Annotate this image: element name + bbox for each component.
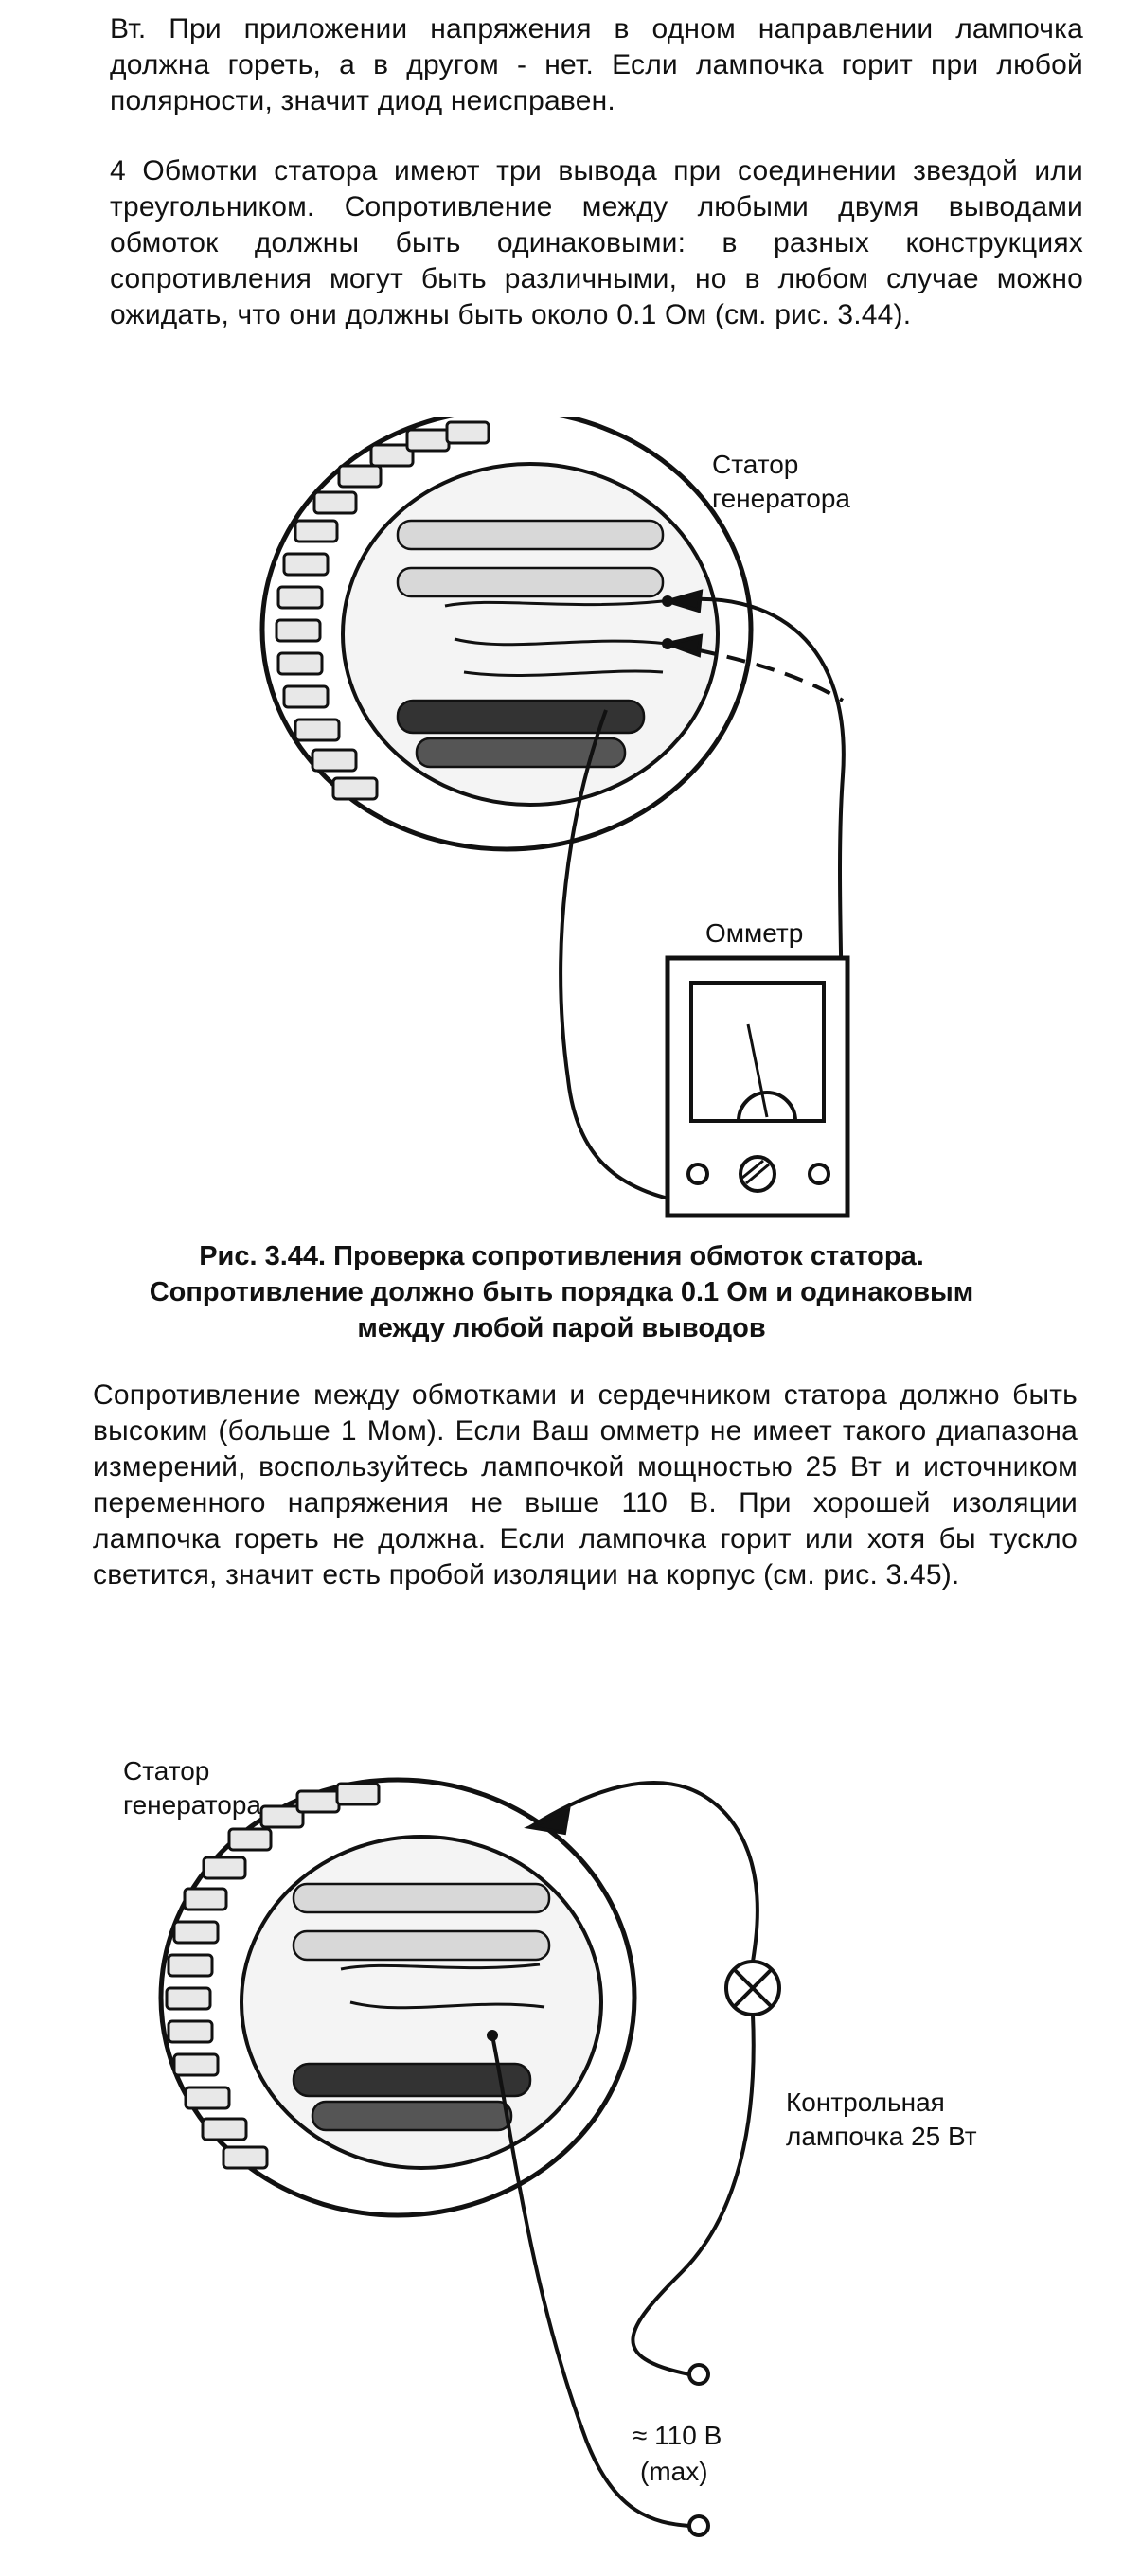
control-lamp-icon (726, 1962, 779, 2015)
paragraph-stator-windings: 4 Обмотки статора имеют три вывода при соединении звездой или треугольником. Сопротивление между любыми двумя выводами обмоток должны быть одинаковыми: в разных конструкциях сопротивления могут быть различными, но в любом случае можно ожидать, что они должны быть около 0.1 Ом (см. рис. 3.44). (110, 155, 1083, 330)
voltage-label: ≈ 110 В (633, 2421, 722, 2450)
stator-label-line1: Статор (123, 1756, 210, 1785)
supply-terminal-bottom (689, 2516, 708, 2535)
stator-label-line1: Статор (712, 450, 799, 479)
stator-label-line2: генератора (123, 1790, 261, 1820)
ohmmeter (668, 918, 847, 1216)
stator-label-line2: генератора (712, 484, 850, 513)
caption-line-1: Рис. 3.44. Проверка сопротивления обмоток статора. (199, 1241, 924, 1271)
caption-line-3: между любой парой выводов (357, 1313, 766, 1343)
supply-terminal-top (689, 2365, 708, 2384)
ohmmeter-label: Омметр (705, 918, 804, 948)
stator-drawing (161, 1780, 634, 2215)
lamp-label-line2: лампочка 25 Вт (786, 2122, 977, 2151)
lamp-label-line1: Контрольная (786, 2087, 945, 2117)
figure-caption-3-44 (76, 1238, 1047, 1346)
caption-line-2: Сопротивление должно быть порядка 0.1 Ом и одинаковым (149, 1277, 974, 1307)
paragraph-diode-test: Вт. При приложении напряжения в одном направлении лампочка должна гореть, а в другом - нет. Если лампочка горит при любой полярности, значит диод неисправен. (110, 13, 1083, 116)
stator-drawing (262, 417, 751, 849)
paragraph-insulation-test: Сопротивление между обмотками и сердечником статора должно быть высоким (больше 1 Мом). Если Ваш омметр не имеет такого диапазона измерений, воспользуйтесь лампочкой мощностью 25 Вт и источником переменного напряжения не выше 110 В. При хорошей изоляции лампочка гореть не должна. Если лампочка горит или хотя бы тускло светится, значит есть пробой изоляции на корпус (см. рис. 3.45). (93, 1379, 1078, 1590)
figure-3-45 (0, 1723, 1123, 2566)
figure-3-44 (0, 417, 1123, 1231)
voltage-note: (max) (640, 2457, 708, 2486)
